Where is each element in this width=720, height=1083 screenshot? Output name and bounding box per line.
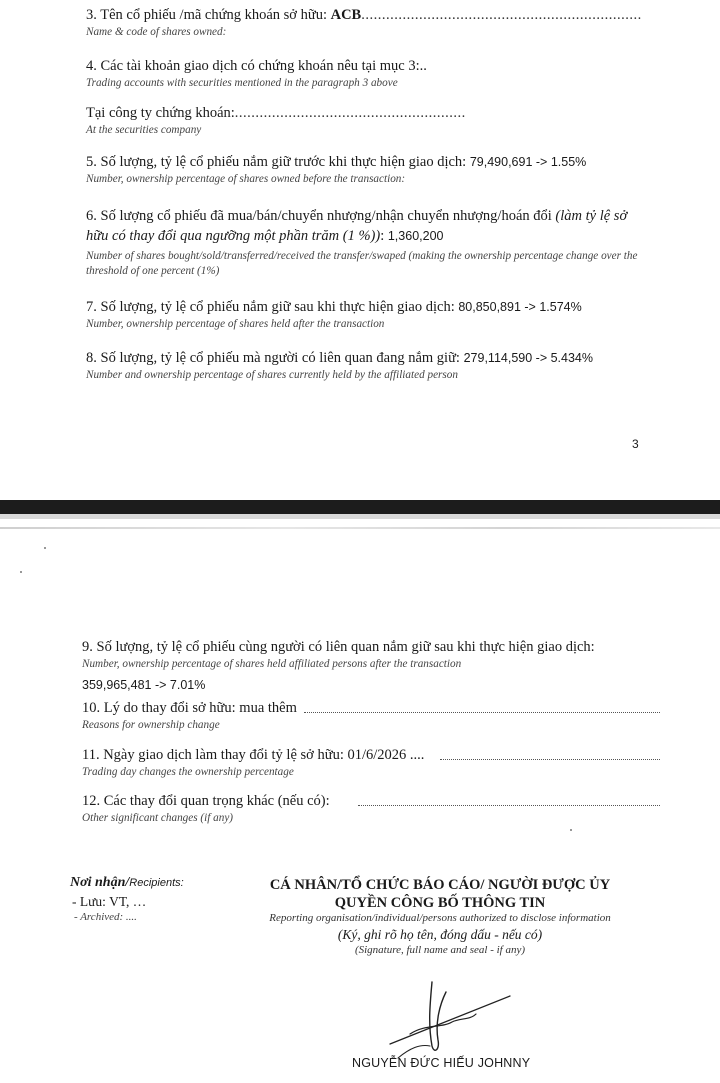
scan-speck: [20, 571, 22, 573]
item-3-label: 3. Tên cổ phiếu /mã chứng khoán sở hữu:: [86, 7, 331, 23]
item-3-code: ACB: [330, 7, 362, 23]
item-7: [86, 297, 686, 332]
item-12-en: Other significant changes (if any): [82, 812, 234, 824]
item-11-label: 11. Ngày giao dịch làm thay đổi tỷ lệ sở hữu: 01/6/2026 ....: [82, 747, 425, 763]
item-9: [82, 637, 682, 692]
item-10-dotline: [304, 712, 660, 713]
securities-company-dots: ........................................................: [234, 105, 466, 121]
item-8-label: 8. Số lượng, tỷ lệ cổ phiếu mà người có liên quan đang nắm giữ:: [86, 350, 460, 366]
item-5: [86, 152, 686, 187]
item-7-label: 7. Số lượng, tỷ lệ cổ phiếu nắm giữ sau khi thực hiện giao dịch:: [86, 299, 455, 315]
item-11-en: Trading day changes the ownership percentage: [82, 766, 294, 778]
securities-company-en: At the securities company: [86, 124, 202, 136]
signer-name: NGUYỄN ĐỨC HIẾU JOHNNY: [352, 1056, 531, 1070]
item-12-dotline: [358, 805, 660, 806]
recipients-title: Nơi nhận/Recipients:: [70, 875, 184, 890]
document-page-top: [0, 0, 720, 500]
item-6-colon: :: [380, 228, 385, 244]
reporter-title-en: Reporting organisation/individual/persons authorized to disclose information: [269, 912, 611, 924]
document-page-bottom: [0, 519, 720, 1083]
item-4-en: Trading accounts with securities mentioned in the paragraph 3 above: [86, 77, 398, 89]
scan-speck: [570, 829, 572, 831]
item-4-label: 4. Các tài khoản giao dịch có chứng khoán nêu tại mục 3:..: [86, 58, 427, 74]
item-5-en: Number, ownership percentage of shares owned before the transaction:: [86, 173, 406, 185]
item-3-dots: ....................................................................: [361, 7, 642, 23]
securities-company-label: Tại công ty chứng khoán:: [86, 105, 235, 121]
scan-speck: [44, 547, 46, 549]
item-6-value: 1,360,200: [387, 229, 444, 243]
item-5-label: 5. Số lượng, tỷ lệ cổ phiếu nắm giữ trước khi thực hiện giao dịch:: [86, 154, 467, 170]
item-11: [82, 745, 682, 780]
item-7-en: Number, ownership percentage of shares held after the transaction: [86, 318, 385, 330]
item-6: [86, 206, 646, 279]
scan-edge-line: [0, 527, 720, 529]
item-6-en: Number of shares bought/sold/transferred/received the transfer/swaped (making the ownership percentage change over the threshold of one percent (1%): [86, 250, 638, 277]
item-3: [86, 5, 686, 40]
signature-instruction: (Ký, ghi rõ họ tên, đóng dấu - nếu có): [337, 927, 543, 942]
item-12: [82, 791, 682, 826]
item-9-label: 9. Số lượng, tỷ lệ cổ phiếu cùng người có liên quan nắm giữ sau khi thực hiện giao dịch:: [82, 639, 595, 655]
item-12-label: 12. Các thay đổi quan trọng khác (nếu có):: [82, 793, 330, 809]
item-7-value: 80,850,891 -> 1.574%: [458, 300, 582, 314]
item-8: [86, 348, 686, 383]
item-11-dotline: [440, 759, 660, 760]
recipients-line-2: - Archived: ....: [74, 911, 137, 923]
item-9-en: Number, ownership percentage of shares held affiliated persons after the transaction: [82, 658, 462, 670]
handwritten-signature: [380, 974, 530, 1064]
page-separator-dark: [0, 500, 720, 514]
item-9-value: 359,965,481 -> 7.01%: [82, 678, 206, 692]
page-number: 3: [632, 437, 639, 451]
item-8-en: Number and ownership percentage of shares currently held by the affiliated person: [86, 369, 458, 381]
reporter-title: CÁ NHÂN/TỔ CHỨC BÁO CÁO/ NGƯỜI ĐƯỢC ỦY QUYỀN CÔNG BỐ THÔNG TIN: [269, 877, 611, 911]
item-10-label: 10. Lý do thay đổi sở hữu: mua thêm: [82, 700, 297, 716]
item-6-label: 6. Số lượng cổ phiếu đã mua/bán/chuyển nhượng/nhận chuyển nhượng/hoán đổi: [86, 208, 552, 224]
item-8-value: 279,114,590 -> 5.434%: [463, 351, 593, 365]
item-10: [82, 698, 682, 733]
item-3-en: Name & code of shares owned:: [86, 26, 227, 38]
securities-company: [86, 103, 686, 138]
recipients-line-1: - Lưu: VT, …: [72, 894, 147, 909]
signature-instruction-en: (Signature, full name and seal - if any): [354, 944, 526, 956]
item-4: [86, 56, 686, 91]
item-5-value: 79,490,691 -> 1.55%: [469, 155, 587, 169]
item-6-label-italic: (làm tỷ lệ sở hữu có thay đổi qua ngưỡng một phần trăm (1 %)): [86, 208, 628, 244]
item-10-en: Reasons for ownership change: [82, 719, 220, 731]
